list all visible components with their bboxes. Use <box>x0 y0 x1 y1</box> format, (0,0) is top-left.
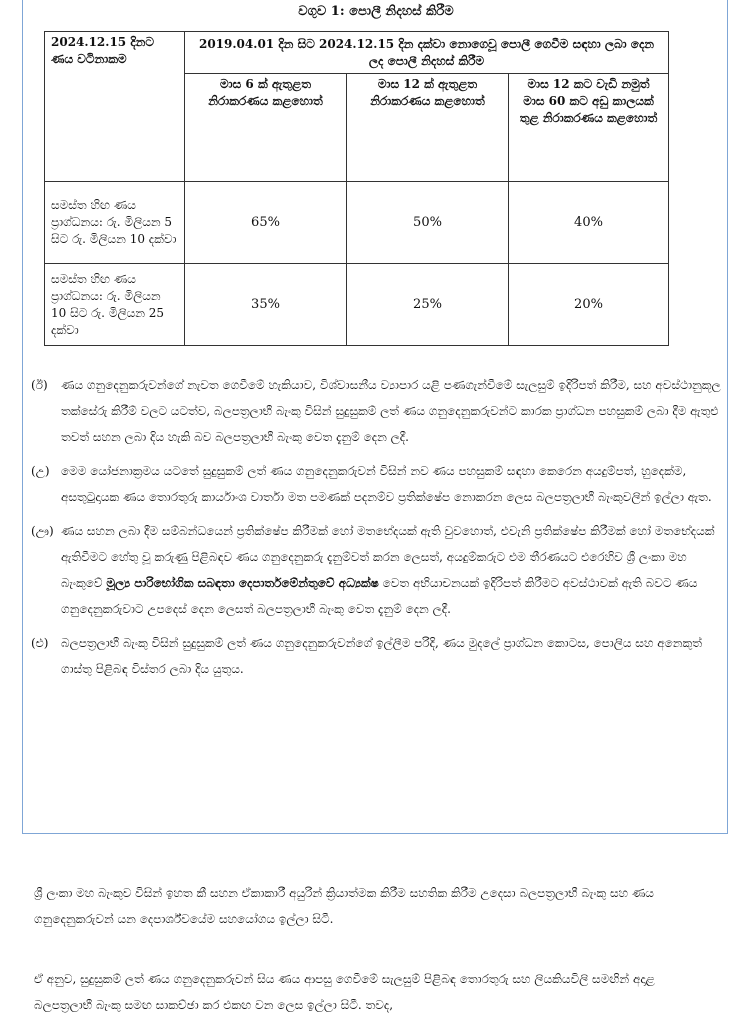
item-text-part: වෙත අභියාචනයක් ඉදිරිපත් කිරීමට අවස්ථාවක් ඇති බවට ණය ගනුදෙනුකරුවාට උපදෙස් දෙන ලෙසත් බලපත්‍රලාභී බැංකු වෙත දැනුම් දෙන ලදී. <box>61 576 698 616</box>
table-cell: 50% <box>347 182 509 264</box>
list-item <box>31 630 723 682</box>
table-cell: 65% <box>185 182 347 264</box>
table-cell: 20% <box>509 264 669 346</box>
interest-waiver-table <box>44 31 669 346</box>
body-paragraph: ශ්‍රී ලංකා මහ බැංකුව විසින් ඉහත කී සහන ඒකාකාරී අයුරින් ක්‍රියාත්මක කිරීම සහතික කිරීම උදෙසා බලපත්‍රලාභී බැංකු සහ ණය ගනුදෙනුකරුවන් යන දෙපාර්ශ්වයේම සහයෝගය ඉල්ලා සිටී. <box>34 886 654 926</box>
item-text <box>61 518 723 622</box>
list-item <box>31 518 723 622</box>
table-row <box>45 264 669 346</box>
item-marker: (එ) <box>31 636 49 650</box>
row-label: සමස්ත හිඟ ණය ප්‍රාග්ධනය: රු. මිලියන 10 සිට රු. මිලියන 25 දක්වා <box>45 264 185 346</box>
item-text-part: ණය සහන ලබා දීම සම්බන්ධයෙන් ප්‍රතික්ෂේප කිරීමක් හෝ මතභේදයක් ඇති වුවහොත්, එවැනි ප්‍රතික්ෂේප කිරීමක් හෝ මතභේදයක් ඇතිවීමට හේතු වූ කරුණු පිළිබඳව ණය ගනුදෙනුකරු දැනුම්වත් කරන ලෙසත්, අයදුම්කරුට එම තීරණයට එරෙහිව ශ්‍රී ලංකා මහ බැංකුවේ <box>61 524 715 590</box>
item-text: ණය ගනුදෙනුකරුවන්ගේ නැවත ගෙවීමේ හැකියාව, විශ්වාසනීය ව්‍යාපාර යළි පණගැන්වීමේ සැලසුම් ඉදිරිපත් කිරීම, සහ අවස්ථානුකූල තක්සේරු කිරීම් වලට යටත්ව, බලපත්‍රලාභී බැංකු විසින් සුදුසුකම් ලත් ණය ගනුදෙනුකරුවන්ට කාරක ප්‍රාග්ධන පහසුකම් ලබා දීම ඇතුළු තවත් සහන ලබා දිය හැකි බව බලපත්‍රලාභී බැංකු වෙත දැනුම් දෙන ලදී. <box>61 378 721 444</box>
item-marker: (ඊ) <box>31 378 48 392</box>
numbered-items <box>31 372 723 682</box>
department-name: මූල්‍ය පාරිභෝගික සබඳතා දෙපාර්තමේන්තුවේ අධ්‍යක්ෂ <box>106 576 379 590</box>
body-paragraph: ඒ අනුව, සුදුසුකම් ලත් ණය ගනුදෙනුකරුවන් සිය ණය ආපසු ගෙවීමේ සැලසුම් පිළිබඳ තොරතුරු සහ ලියකියවිලි සමඟින් අදාළ බලපත්‍රලාභී බැංකු සමඟ සාකච්ඡා කර එකඟ වන ලෙස ඉල්ලා සිටී. තවද, <box>34 972 655 1012</box>
loan-value-header: 2024.12.15 දිනට ණය වටිනාකම <box>45 32 185 182</box>
table-row <box>45 182 669 264</box>
item-marker: (උ) <box>31 464 50 478</box>
item-marker: (ඌ) <box>31 524 54 538</box>
table-cell: 40% <box>509 182 669 264</box>
table-cell: 35% <box>185 264 347 346</box>
document-panel <box>22 0 728 834</box>
table-caption: වගුව 1: පොලී නිදහස් කිරීම <box>298 4 454 19</box>
sub-header-6-months: මාස 6 ක් ඇතුළත නිරාකරණය කළහොත් <box>185 74 347 182</box>
list-item <box>31 458 723 510</box>
list-item <box>31 372 723 450</box>
row-label: සමස්ත හිඟ ණය ප්‍රාග්ධනය: රු. මිලියන 5 සිට රු. මිලියන 10 දක්වා <box>45 182 185 264</box>
sub-header-12-months: මාස 12 ක් ඇතුළත නිරාකරණය කළහොත් <box>347 74 509 182</box>
item-text: මෙම යෝජනාක්‍රමය යටතේ සුදුසුකම් ලත් ණය ගනුදෙනුකරුවන් විසින් නව ණය පහසුකම් සඳහා කෙරෙන අයදුම්පත්, හුදෙක්ම, අසතුටුදායක ණය තොරතුරු කාර්යාංශ වාර්තා මත පමණක් පදනම්ව ප්‍රතික්ෂේප නොකරන ලෙස බලපත්‍රලාභී බැංකුවලින් ඉල්ලා ඇත. <box>61 464 712 504</box>
item-text: බලපත්‍රලාභී බැංකු විසින් සුදුසුකම් ලත් ණය ගනුදෙනුකරුවන්ගේ ඉල්ලීම පරිදි, ණය මුදලේ ප්‍රාග්ධන කොටස, පොලිය සහ අනෙකුත් ගාස්තු පිළිබඳ විස්තර ලබා දිය යුතුය. <box>61 636 702 676</box>
table-cell: 25% <box>347 264 509 346</box>
sub-header-12-60-months: මාස 12 කට වැඩි නමුත් මාස 60 කට අඩු කාලයක් තුළ නිරාකරණය කළහොත් <box>509 74 669 182</box>
waiver-span-header: 2019.04.01 දින සිට 2024.12.15 දින දක්වා නොගෙවූ පොලී ගෙවීම සඳහා ලබා දෙන ලද පොලී නිදහස් කිරීම <box>185 32 669 74</box>
